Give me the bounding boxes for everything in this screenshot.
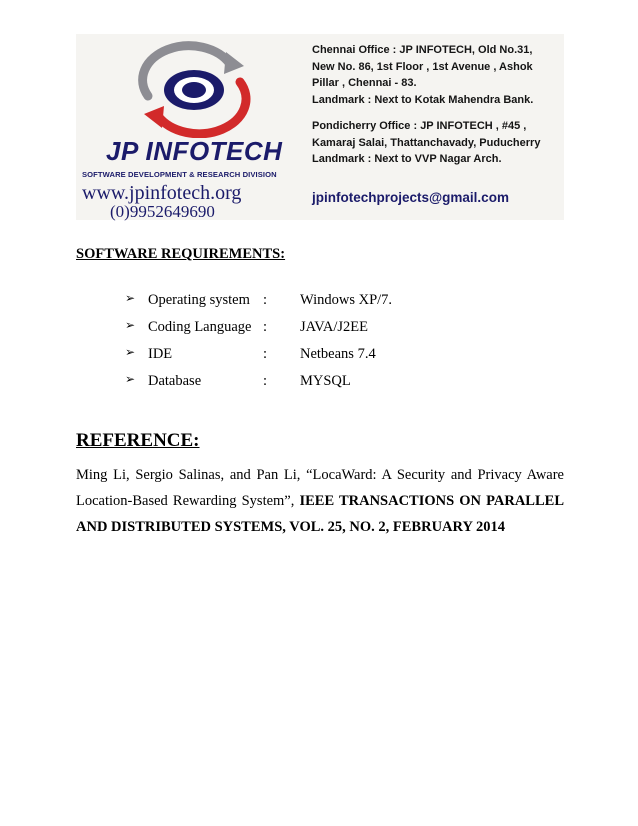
requirement-label: Database [148,373,202,389]
letterhead-banner [76,34,564,220]
division-tagline: SOFTWARE DEVELOPMENT & RESEARCH DIVISION [82,170,277,179]
pondicherry-office-line: Pondicherry Office : JP INFOTECH , #45 , [312,120,527,132]
list-item [125,292,565,319]
requirement-label: Coding Language [148,319,252,335]
separator: : [263,373,268,389]
separator: : [263,346,268,362]
email-address: jpinfotechprojects@gmail.com [312,190,509,205]
reference-journal: IEEE TRANSACTIONS ON PARALLEL AND DISTRIBUTED SYSTEMS, VOL. 25, NO. 2, FEBRUARY 2014 [76,493,564,535]
chennai-landmark: Landmark : Next to Kotak Mahendra Bank. [312,93,534,106]
reference-paragraph [76,462,564,540]
chennai-office-line: New No. 86, 1st Floor , 1st Avenue , Ashok [312,60,533,73]
arrow-bullet-icon: ➢ [125,372,136,386]
pondicherry-office-line: Kamaraj Salai, Thattanchavady, Puducherry [312,136,541,149]
reference-heading: REFERENCE: [76,430,200,451]
website-text: www.jpinfotech.org [82,182,242,204]
requirements-list [125,292,565,400]
requirement-value: Windows XP/7. [300,292,393,308]
office-addresses [312,42,562,168]
requirement-label: IDE [148,346,173,362]
requirement-label: Operating system [148,292,250,308]
separator: : [263,292,268,308]
arrow-bullet-icon: ➢ [125,345,136,359]
arrow-bullet-icon: ➢ [125,291,136,305]
requirement-value: Netbeans 7.4 [300,346,376,362]
requirement-value: JAVA/J2EE [300,319,368,335]
chennai-office-line: Chennai Office : JP INFOTECH, Old No.31, [312,44,533,56]
jp-infotech-logo-icon [134,38,254,138]
brand-name: JP INFOTECH [106,136,283,166]
arrow-bullet-icon: ➢ [125,318,136,332]
pondicherry-landmark: Landmark : Next to VVP Nagar Arch. [312,153,502,165]
software-requirements-heading: SOFTWARE REQUIREMENTS: [76,246,286,262]
chennai-office-line: Pillar , Chennai - 83. [312,77,417,89]
phone-number: (0)9952649690 [110,202,215,221]
list-item [125,346,565,373]
reference-citation: Ming Li, Sergio Salinas, and Pan Li, “LocaWard: A Security and Privacy Aware Location-Based Rewarding System”, [76,467,564,509]
requirement-value: MYSQL [300,373,351,389]
list-item [125,319,565,346]
list-item [125,373,565,400]
separator: : [263,319,268,335]
logo-area [76,34,306,220]
